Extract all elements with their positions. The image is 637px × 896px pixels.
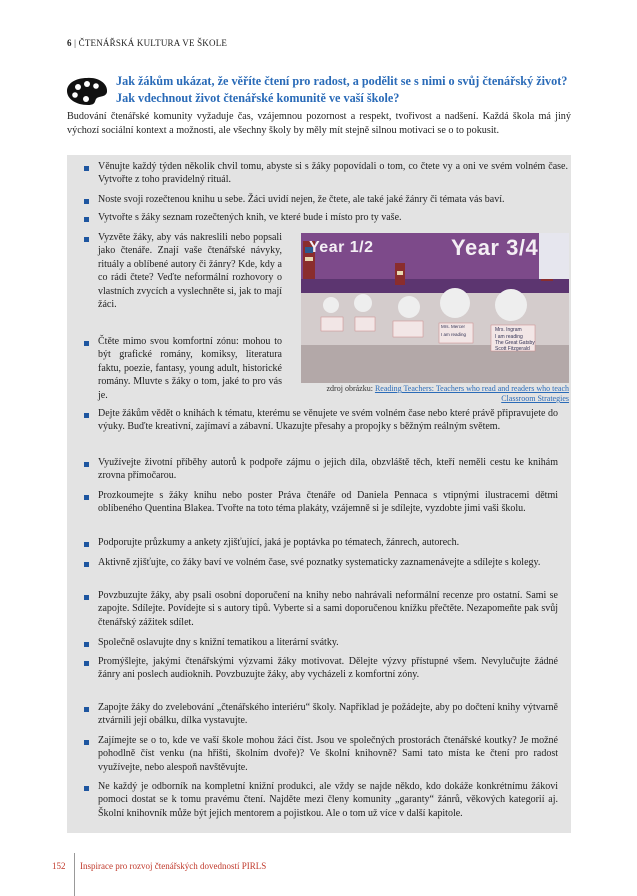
photo-sign-right: Year 3/4 xyxy=(451,235,539,260)
list-item: Vyzvěte žáky, aby vás nakreslili nebo popsali jako čtenáře. Znají vaše čtenářské návyky, rituály a oblíbené autory či žánry? Kde, kdy a co rádi čtete? Veďte neformální rozhovory o vlastních zvycích a vyslechněte si, jak to mají žáci. xyxy=(98,232,282,311)
bullet-marker xyxy=(84,495,89,500)
header-section: ČTENÁŘSKÁ KULTURA VE ŠKOLE xyxy=(78,38,228,48)
bullet-marker xyxy=(84,786,89,791)
list-item: Povzbuzujte žáky, aby psali osobní doporučení na knihy nebo nahrávali neformální recenze pro ostatní. Sami se zapojte. Sdílejte. Povídejte si s autory tipů. Vyberte si a sami doporučenou knížku přečtěte. Nezapomeňte pak svůj čtenářský zážitek sdílet. xyxy=(98,590,558,628)
list-item: Společně oslavujte dny s knižní tematikou a literární svátky. xyxy=(98,637,339,648)
footer-divider xyxy=(74,853,75,896)
bullet-marker xyxy=(84,642,89,647)
list-item: Zapojte žáky do zvelebování „čtenářského interiéru“ školy. Například je požádejte, aby po dočtení knihy výtvarně ztvárnili její obálku, dílka vystavujte. xyxy=(98,702,558,727)
list-item: Čtěte mimo svou komfortní zónu: mohou to být grafické romány, komiksy, literatura faktu, poezie, fantasy, young adult, historické romány. Mluvte s žáky o tom, jaké to pro vás je. xyxy=(98,336,282,401)
bullet-marker xyxy=(84,740,89,745)
bullet-marker xyxy=(84,166,89,171)
bullet-marker xyxy=(84,595,89,600)
list-item: Aktivně zjišťujte, co žáky baví ve volném čase, své poznatky systematicky zaznamenávejte a sdílejte s kolegy. xyxy=(98,557,541,568)
photo-sign-left: Year 1/2 xyxy=(309,239,374,256)
list-item: Podporujte průzkumy a ankety zjišťující, jaká je poptávka po tématech, žánrech, autorech. xyxy=(98,537,460,548)
list-item: Věnujte každý týden několik chvil tomu, abyste si s žáky popovídali o tom, co čtete vy a oni ve svém volném čase. Vytvořte z toho pravidelný rituál. xyxy=(98,161,568,186)
photo-card-author: Scott Fitzgerald xyxy=(495,346,530,352)
bullet-marker xyxy=(84,542,89,547)
bullet-marker xyxy=(84,199,89,204)
photo-card-name: Mrs. Mercer xyxy=(441,324,465,329)
bullet-marker xyxy=(84,341,89,346)
classroom-photo xyxy=(301,233,569,383)
list-item: Zajímejte se o to, kde ve vaší škole mohou žáci číst. Jsou ve společných prostorách čtenářské koutky? Je možné pohodlně číst venku (na hřišti, školním dvoře)? Ve školní knihovně? Sami tato místa ke čtení pro radost využívejte, nebo alespoň navštěvujte. xyxy=(98,735,558,773)
intro-paragraph: Budování čtenářské komunity vyžaduje čas, vzájemnou pozornost a respekt, tvořivost a nadšení. Každá škola má jiný výchozí sociální kontext a možnosti, ale všechny školy by měly mít stejně silnou motivaci se o to pokusit. xyxy=(67,111,571,136)
header-separator: | xyxy=(74,38,77,48)
list-item: Noste svoji rozečtenou knihu u sebe. Žáci uvidí nejen, že čtete, ale také jaké žánry či témata vás baví. xyxy=(98,194,505,205)
list-item: Dejte žákům vědět o knihách k tématu, kterému se věnujete ve svém volném čase nebo které právě připravujete do výuky. Buďte kreativní, zajímaví a zábavní. Ukazujte přesahy a propojky s běžným reálným světem. xyxy=(98,408,558,433)
footer-publication: Inspirace pro rozvoj čtenářských dovedností PIRLS xyxy=(80,861,267,871)
caption-prefix: zdroj obrázku: xyxy=(326,384,375,393)
header-page-number: 6 xyxy=(67,38,72,48)
bullet-marker xyxy=(84,217,89,222)
photo-card-name: Mrs. Ingram xyxy=(495,327,522,333)
running-header xyxy=(67,38,227,48)
photo-caption xyxy=(301,384,569,404)
bullet-marker xyxy=(84,413,89,418)
list-item: Prozkoumejte s žáky knihu nebo poster Práva čtenáře od Daniela Pennaca s vtipnými ilustracemi dětmi oblíbeného Quentina Blakea. Tvořte na toto téma plakáty, vzájemně si je sdílejte, vyzdobte jimi vaši školu. xyxy=(98,490,558,515)
bullet-marker xyxy=(84,462,89,467)
list-item: Ne každý je odborník na kompletní knižní produkci, ale vždy se najde někdo, kdo dokáže konkrétnímu žákovi pomoci dostat se k tomu pravému čtení. Najděte mezi členy komunity „garanty“ žánrů, věkových kategorií aj. Školní knihovník může být jejich mentorem a pojistkou. Ale o tom už více v další kapitole. xyxy=(98,781,558,819)
question-title: Jak žákům ukázat, že věříte čtení pro radost, a podělit se s nimi o svůj čtenářský život? Jak vdechnout život čtenářské komunitě ve vaší škole? xyxy=(116,74,568,105)
footer-page-number: 152 xyxy=(52,861,66,871)
list-item: Promýšlejte, jakými čtenářskými výzvami žáky motivovat. Dělejte výzvy přístupné všem. Nevylučujte žádné žánry ani poslech audioknih. Povzbuzujte žáky, aby vycházeli z komfortní zóny. xyxy=(98,656,558,681)
photo-card-text: I am reading xyxy=(441,332,467,337)
palette-icon xyxy=(66,76,108,106)
bullet-marker xyxy=(84,707,89,712)
list-item: Vytvořte s žáky seznam rozečtených knih, ve které bude i místo pro ty vaše. xyxy=(98,212,402,223)
list-item: Využívejte životní příběhy autorů k podpoře zájmu o jejich díla, obzvláště těch, kteří neměli cestu ke knihám zrovna přímočarou. xyxy=(98,457,558,482)
bullet-marker xyxy=(84,562,89,567)
photo-card-text: I am reading xyxy=(495,334,523,340)
caption-source-link[interactable]: Reading Teachers: Teachers who read and readers who teach Classroom Strategies xyxy=(374,384,569,403)
bullet-marker xyxy=(84,661,89,666)
bullet-marker xyxy=(84,237,89,242)
photo-card-book: The Great Gatsby xyxy=(495,340,535,346)
